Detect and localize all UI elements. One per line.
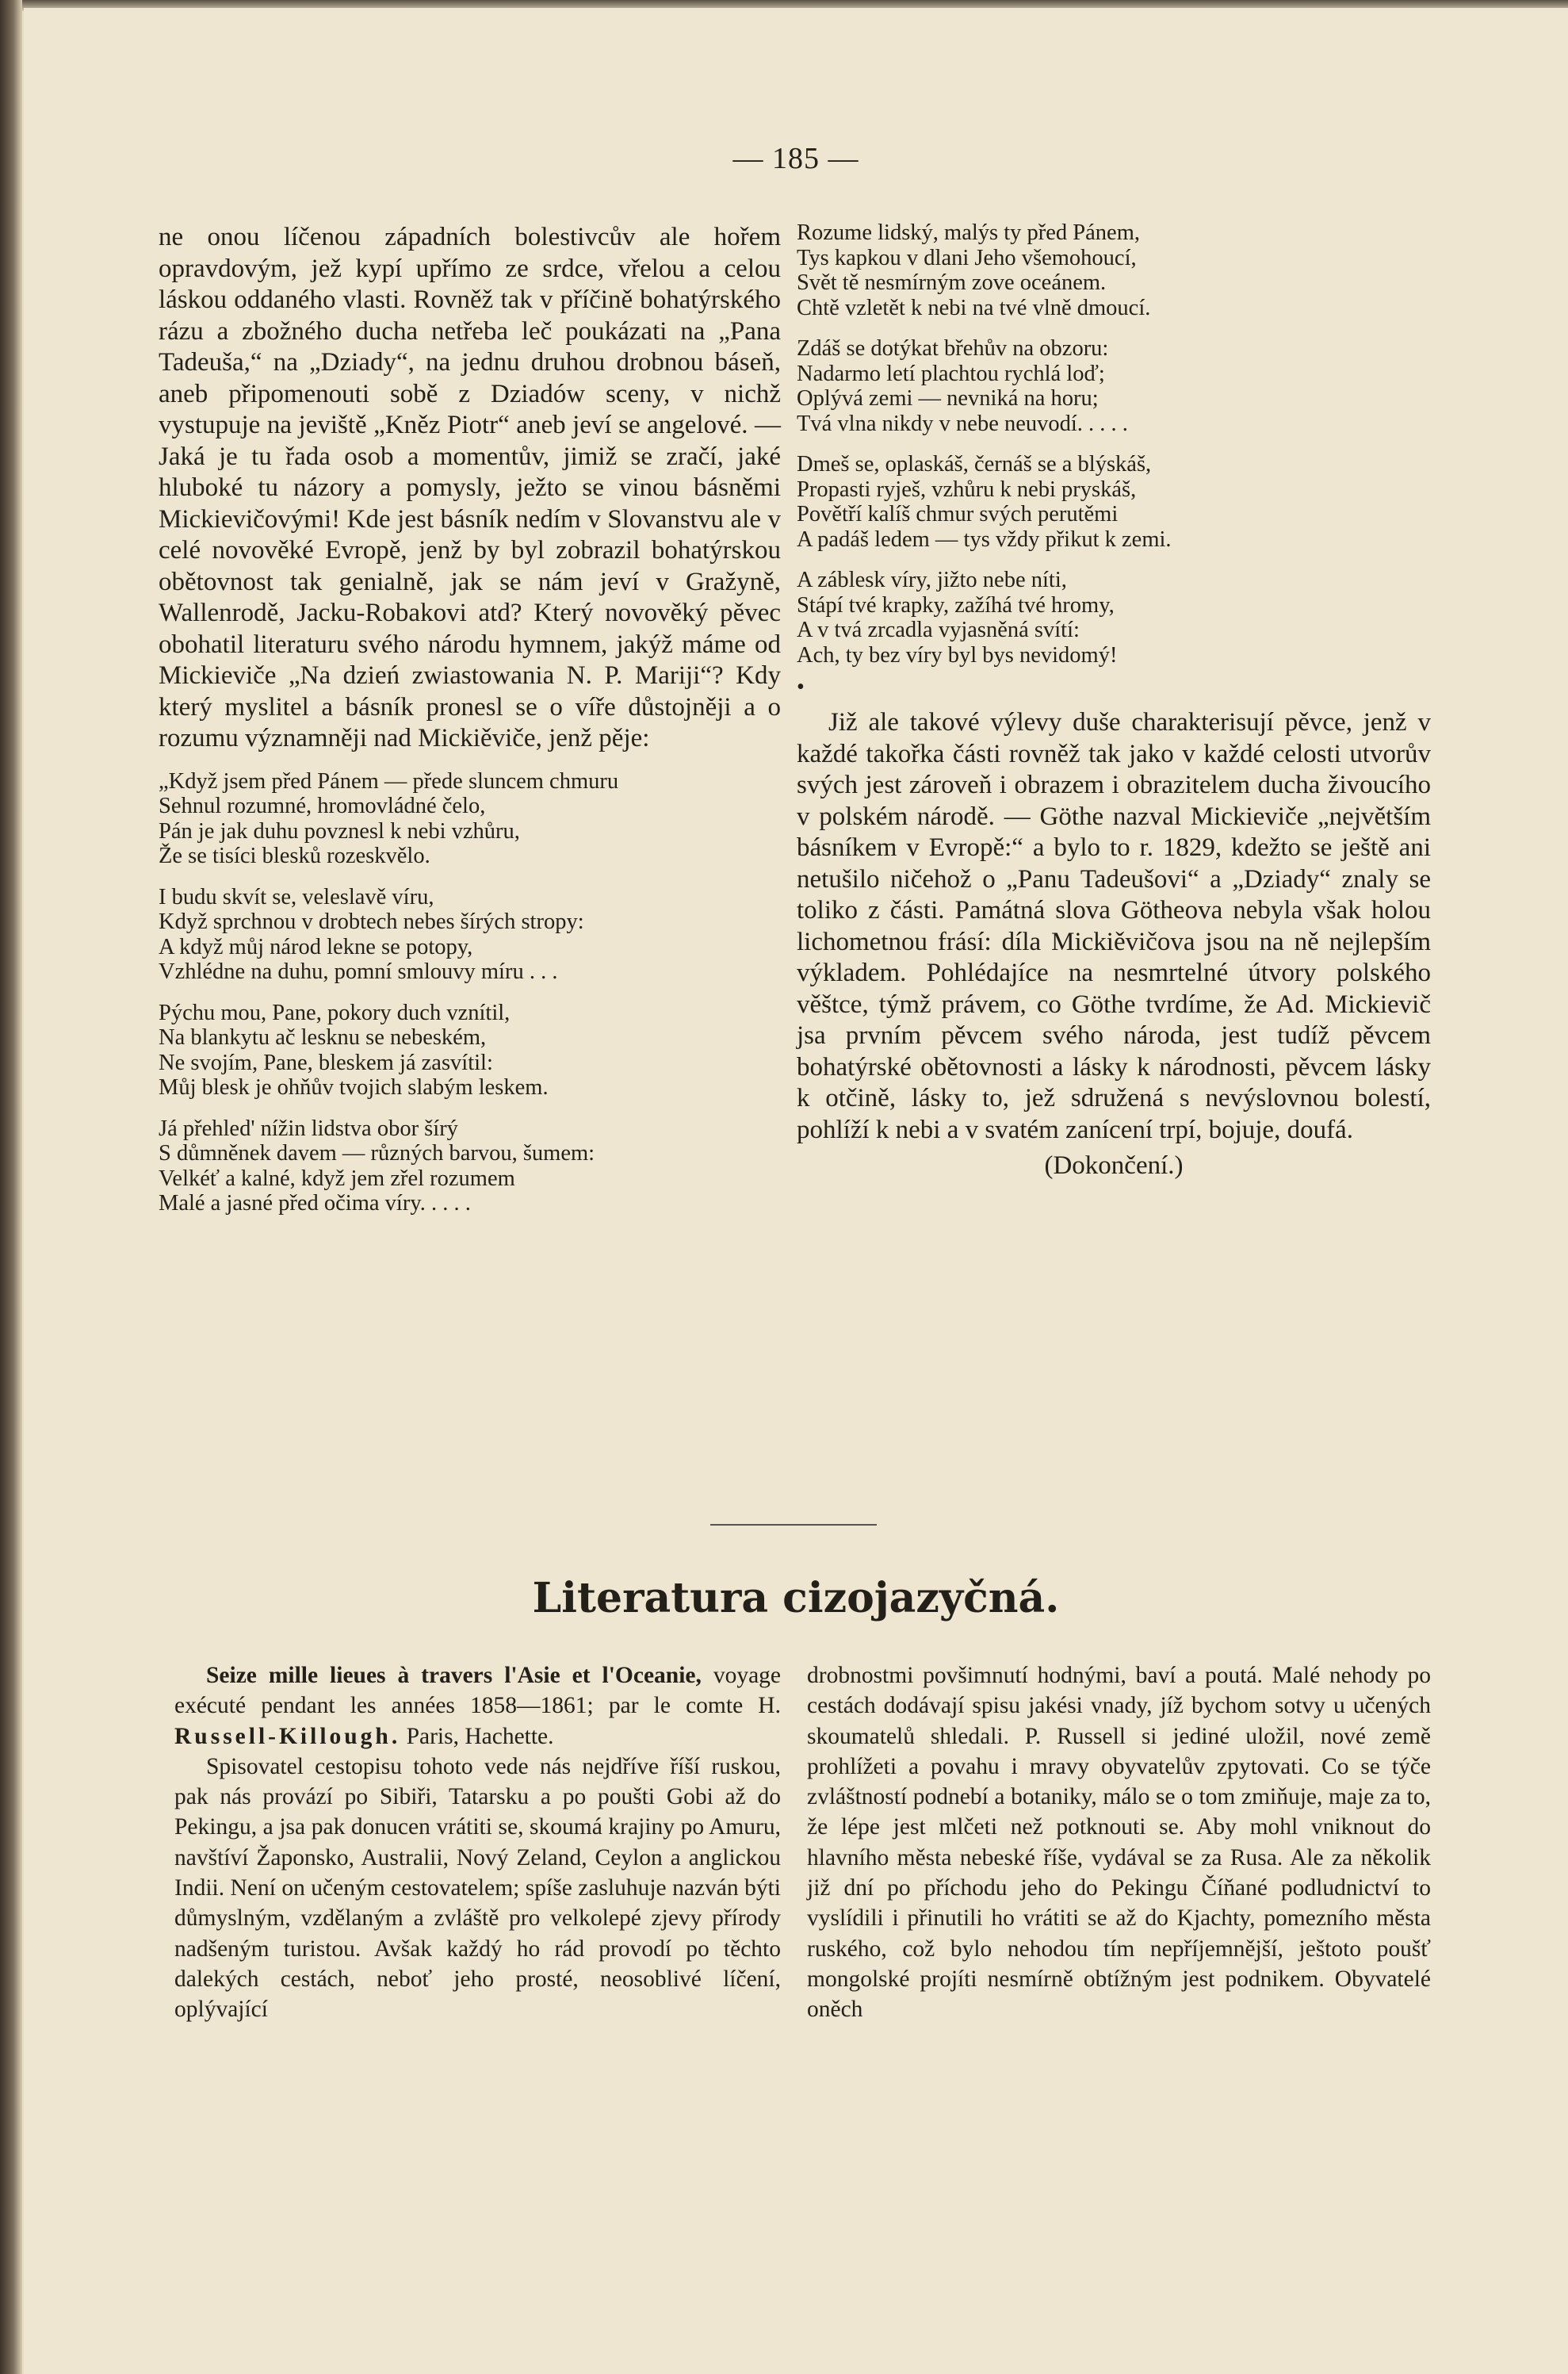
- review-imprint: voyage exécuté pendant les années 1858—1861; par le comte H.: [174, 1663, 782, 1719]
- poem-line: Stápí tvé krapky, zažíhá tvé hromy,: [797, 592, 1115, 618]
- poem-stanza: [797, 220, 1431, 320]
- poem-line: A v tvá zrcadla vyjasněná svítí:: [797, 618, 1080, 642]
- poem-line: Oplývá zemi — nevniká na horu;: [797, 386, 1099, 411]
- poem-line: Pán je jak duhu povznesl k nebi vzhůru,: [159, 818, 520, 844]
- poem-line: A padáš ledem — tys vždy přikut k zemi.: [797, 526, 1172, 552]
- book-spine-edge: [0, 0, 22, 2374]
- poem-line: Propasti ryješ, vzhůru k nebi pryskáš,: [797, 477, 1137, 502]
- poem-line: Velkéť a kalné, když jem zřel rozumem: [159, 1166, 515, 1191]
- ornament-mark: •: [797, 675, 805, 699]
- poem-stanza: [159, 1001, 781, 1101]
- poem-line: S důmněnek davem — různých barvou, šumem:: [159, 1141, 595, 1166]
- poem-line: Ach, ty bez víry byl bys nevidomý!: [797, 642, 1118, 668]
- page-number: — 185 —: [732, 142, 859, 175]
- poem-stanza: [159, 1116, 781, 1216]
- poem-line: Že se tisíci blesků rozeskvělo.: [159, 844, 430, 868]
- poem-line: Malé a jasné před očima víry. . . . .: [159, 1191, 471, 1216]
- poem-line: Sehnul rozumné, hromovládné čelo,: [159, 794, 486, 818]
- poem-stanza: [159, 885, 781, 985]
- poem-line: A když můj národ lekne se potopy,: [159, 934, 473, 959]
- review-publisher: Paris, Hachette.: [400, 1723, 554, 1749]
- poem-line: Dmeš se, oplaskáš, černáš se a blýskáš,: [797, 452, 1152, 477]
- poem-line: Tvá vlna nikdy v nebe neuvodí. . . . .: [797, 411, 1128, 436]
- poem-line: „Když jsem před Pánem — přede sluncem chmuru: [159, 768, 619, 794]
- poem-stanza: [159, 769, 781, 869]
- poem-line: Ne svojím, Pane, bleskem já zasvítil:: [159, 1050, 493, 1075]
- poem-stanza: [797, 568, 1431, 668]
- review-body-left: Spisovatel cestopisu tohoto vede nás nejdříve říší ruskou, pak nás provází po Sibiři, Tatarsku a po poušti Gobi až do Pekingu, a jsa pak donucen vrátiti se, skoumá krajiny po Amuru, navštíví Žaponsko, Australii, Nový Zeland, Ceylon a anglickou Indii. Není on učeným cestovatelem; spíše zasluhuje nazván býti důmyslným, vzdělaným a zvláště pro velkolepé zjevy přírody nadšeným turistou. Avšak každý ho rád provodí po těchto dalekých cestách, neboť jeho prosté, neosoblivé líčení, oplývající: [174, 1753, 781, 2023]
- review-right-column: [807, 1660, 1431, 2025]
- review-left-column: [174, 1660, 781, 2025]
- poem-line: Povětří kalíš chmur svých perutěmi: [797, 502, 1119, 526]
- review-author: Russell-Killough.: [174, 1723, 401, 1749]
- poem-line: Já přehled' nížin lidstva obor šírý: [159, 1116, 458, 1141]
- continuation-note: (Dokončení.): [1044, 1151, 1184, 1180]
- poem-line: Rozume lidský, malýs ty před Pánem,: [797, 220, 1140, 245]
- right-column-prose: Již ale takové výlevy duše charakterisují pěvce, jenž v každé takořka části rovněž tak jako v každé celosti utvorův svých jest zároveň i obrazem i obrazitelem ducha živoucího v polském národě. — Göthe nazval Mickieviče „největším básníkem v Evropě:“ a bylo to r. 1829, kdežto se ještě ani netušilo ničehož o „Panu Tadeušovi“ a „Dziady“ znaly se toliko z části. Památná slova Götheova nebyla však holou lichometnou frásí: díla Mickiěvičova jsou na ně nejlepším výkladem. Pohlédajíce na nesmrtelné útvory polského věštce, týmž právem, co Göthe tvrdíme, že Ad. Mickievič jsa prvním pěvcem svého národa, jest tudíž pěvcem bohatýrské obětovnosti a lásky k národnosti, pěvcem lásky k otčině, lásky to, jež sdružená s nevýslovnou bolestí, pohlíží k nebi a v svatém zanícení trpí, bojuje, doufá.: [797, 708, 1431, 1144]
- poem-line: Tys kapkou v dlani Jeho všemohoucí,: [797, 245, 1137, 270]
- poem-line: Chtě vzletět k nebi na tvé vlně dmoucí.: [797, 295, 1151, 320]
- poem-stanza: [797, 452, 1431, 552]
- poem-line: Vzhlédne na duhu, pomní smlouvy míru . . .: [159, 959, 558, 984]
- review-body-right: drobnostmi povšimnutí hodnými, baví a poutá. Malé nehody po cestách dodávají spisu jakési vnady, jíž bychom sotvy u učených skoumatelů shledali. P. Russell si jediné uložil, nové země prohlížeti a povahu i mravy obyvatelův zpytovati. Co se týče zvláštností podnebí a botaniky, málo se o tom zmiňuje, maje za to, že lépe jest mlčeti než potknouti se. Aby mohl vniknout do hlavního města nebeské říše, vydával se za Rusa. Ale za několik již dní po příchodu jeho do Pekingu Číňané podludnictví to vyslídili i přinutili ho vrátiti se až do Kjachty, pomezního města ruského, což bylo nehodou tím nepříjemnější, ještoto poušť mongolské projíti nesmírně obtížným jest podnikem. Obyvatelé oněch: [807, 1663, 1431, 2023]
- review-book-title: Seize mille lieues à travers l'Asie et l'Oceanie,: [206, 1663, 702, 1688]
- poem-line: Nadarmo letí plachtou rychlá loď;: [797, 361, 1105, 386]
- poem-line: Když sprchnou v drobtech nebes šírých stropy:: [159, 909, 584, 934]
- left-column: [159, 222, 781, 1232]
- poem-line: I budu skvít se, veleslavě víru,: [159, 884, 434, 909]
- poem-line: Na blankytu ač lesknu se nebeském,: [159, 1025, 487, 1050]
- poem-line: Můj blesk je ohňův tvojich slabým leskem.: [159, 1075, 549, 1100]
- poem-line: A záblesk víry, jižto nebe níti,: [797, 568, 1067, 592]
- left-poem: [159, 769, 781, 1216]
- section-title: Literatura cizojazyčná.: [532, 1574, 1060, 1622]
- section-divider: [710, 1524, 877, 1526]
- book-page: [24, 8, 1568, 2374]
- left-column-prose: ne onou líčenou západních bolestivcův ale hořem opravdovým, jež kypí upřímo ze srdce, vřelou a celou láskou oddaného vlasti. Rovněž tak v příčině bohatýrského rázu a zbožného ducha netřeba leč poukázati na „Pana Tadeuša,“ na „Dziady“, na jednu druhou drobnou báseň, aneb připomenouti sobě z Dziadów sceny, v nichž vystupuje na jeviště „Kněz Piotr“ aneb jeví se angelové. — Jaká je tu řada osob a momentův, jimiž se zračí, jaké hluboké tu názory a pomysly, ježto se vinou básněmi Mickievičovými! Kde jest básník nedím v Slovanstvu ale v celé novověké Evropě, jenž by byl zobrazil bohatýrskou obětovnost tak genialně, jak se nám jeví v Gražyně, Wallenrodě, Jacku-Robakovi atd? Který novověký pěvec obohatil literaturu svého národu hymnem, jakýž máme od Mickieviče „Na dzień zwiastowania N. P. Mariji“? Kdy který myslitel a básník pronesl se o víře důstojněji a o rozumu významněji nad Mickiěviče, jenž pěje:: [159, 223, 781, 752]
- right-poem: [797, 220, 1431, 668]
- poem-stanza: [797, 336, 1431, 436]
- poem-line: Svět tě nesmírným zove oceánem.: [797, 270, 1107, 295]
- poem-line: Pýchu mou, Pane, pokory duch vznítil,: [159, 1000, 511, 1025]
- review-entry: [174, 1660, 781, 1752]
- right-column: [797, 220, 1431, 1182]
- poem-line: Zdáš se dotýkat břehův na obzoru:: [797, 336, 1109, 361]
